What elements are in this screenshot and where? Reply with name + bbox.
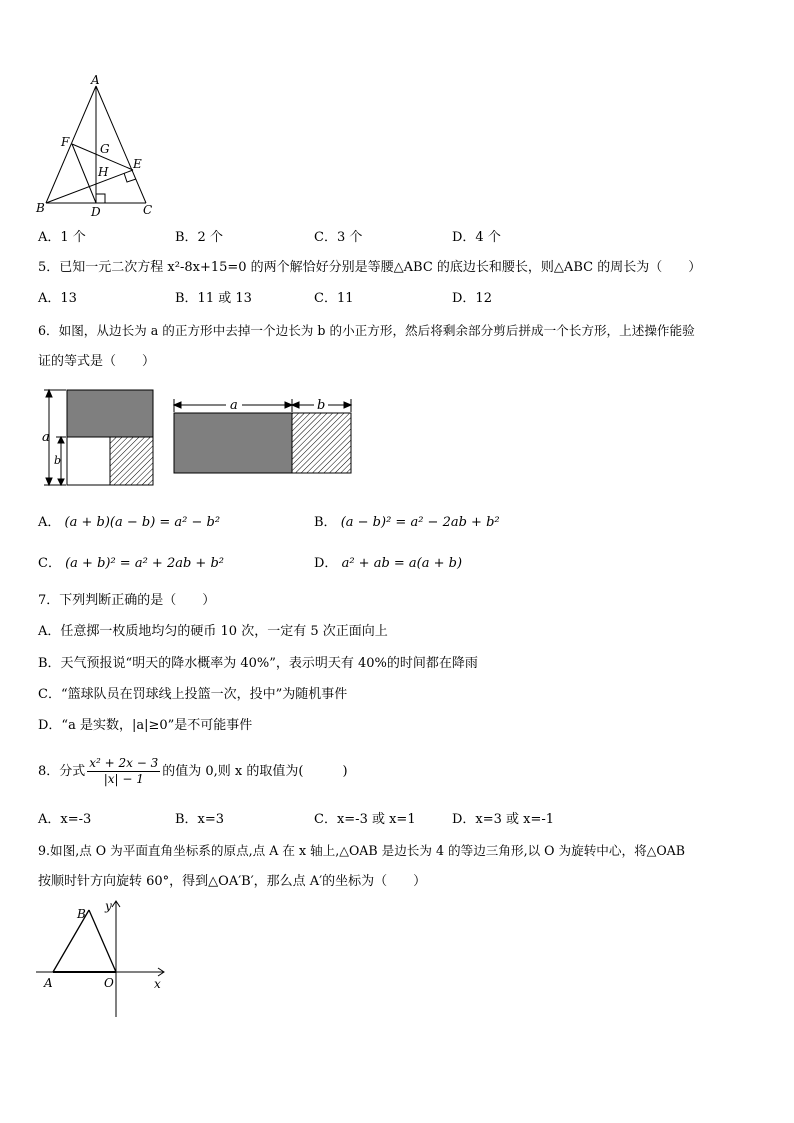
label-A-point: A bbox=[44, 976, 53, 990]
q6-option-c-expr: (a + b)² = a² + 2ab + b² bbox=[65, 556, 224, 571]
q6-option-d-letter: D． bbox=[314, 556, 338, 571]
q8-option-d: D．x=3 或 x=-1 bbox=[452, 812, 555, 827]
q9-stem-line2: 按顺时针方向旋转 60°，得到△OA′B′，那么点 A′的坐标为（ ） bbox=[38, 874, 427, 889]
q5-option-b: B．11 或 13 bbox=[175, 291, 252, 306]
q6-option-a-expr: (a + b)(a − b) = a² − b² bbox=[64, 515, 221, 530]
label-D: D bbox=[91, 205, 101, 219]
q6-option-a bbox=[38, 513, 220, 533]
q8-suffix: 的值为 0,则 x 的取值为( ) bbox=[162, 764, 348, 779]
q6-option-b-letter: B． bbox=[314, 515, 337, 530]
q6-stem-line1: 6．如图，从边长为 a 的正方形中去掉一个边长为 b 的小正方形，然后将剩余部分剪后拼成一个长方形，上述操作能验 bbox=[38, 323, 695, 338]
q8-numerator: x² + 2x − 3 bbox=[89, 756, 159, 770]
label-A: A bbox=[91, 73, 100, 87]
label-y-axis: y bbox=[105, 899, 112, 913]
q8-stem bbox=[38, 752, 348, 792]
q4-option-d: D．4 个 bbox=[452, 230, 501, 245]
triangle-figure bbox=[30, 72, 165, 222]
q6-option-d-expr: a² + ab = a(a + b) bbox=[341, 556, 463, 571]
top-label-a: a bbox=[230, 398, 238, 413]
q4-option-a: A．1 个 bbox=[38, 230, 86, 245]
q6-option-c bbox=[38, 554, 224, 574]
label-x-axis: x bbox=[154, 977, 161, 991]
q9-stem-line1: 9.如图,点 O 为平面直角坐标系的原点,点 A 在 x 轴上,△OAB 是边长为 4 的等边三角形,以 O 为旋转中心，将△OAB bbox=[38, 843, 686, 858]
q8-option-b: B．x=3 bbox=[175, 812, 225, 827]
q4-option-b: B．2 个 bbox=[175, 230, 223, 245]
label-H: H bbox=[98, 165, 109, 179]
label-B-point: B bbox=[77, 907, 86, 921]
left-label-b: b bbox=[54, 454, 62, 467]
label-G: G bbox=[100, 142, 110, 156]
q6-stem-line2: 证的等式是（ ） bbox=[38, 354, 156, 369]
q7-option-b: B．天气预报说“明天的降水概率为 40%”，表示明天有 40%的时间都在降雨 bbox=[38, 656, 478, 671]
q8-option-a: A．x=-3 bbox=[38, 812, 92, 827]
q7-option-d: D．“a 是实数，|a|≥0”是不可能事件 bbox=[38, 718, 253, 733]
q8-option-c: C．x=-3 或 x=1 bbox=[314, 812, 416, 827]
q8-prefix: 8．分式 bbox=[38, 764, 86, 779]
q7-stem: 7．下列判断正确的是（ ） bbox=[38, 593, 216, 608]
q5-option-c: C．11 bbox=[314, 291, 354, 306]
label-B: B bbox=[36, 201, 45, 215]
q7-option-a: A．任意掷一枚质地均匀的硬币 10 次，一定有 5 次正面向上 bbox=[38, 624, 388, 639]
q8-denominator: |x| − 1 bbox=[103, 772, 144, 786]
q7-option-c: C．“篮球队员在罚球线上投篮一次，投中”为随机事件 bbox=[38, 687, 348, 702]
top-label-b: b bbox=[317, 398, 326, 413]
q6-option-d bbox=[314, 554, 462, 574]
q5-option-a: A．13 bbox=[38, 291, 77, 306]
label-F: F bbox=[61, 135, 70, 149]
q5-option-d: D．12 bbox=[452, 291, 492, 306]
q8-fraction bbox=[87, 756, 160, 787]
q6-option-a-letter: A． bbox=[38, 515, 61, 530]
label-E: E bbox=[133, 157, 142, 171]
q4-option-c: C．3 个 bbox=[314, 230, 363, 245]
label-O-origin: O bbox=[104, 976, 114, 990]
q6-option-b bbox=[314, 513, 500, 533]
square-rectangle-figure bbox=[38, 385, 368, 490]
q5-stem: 5．已知一元二次方程 x²-8x+15=0 的两个解恰好分别是等腰△ABC 的底边长和腰长，则△ABC 的周长为（ ） bbox=[38, 260, 702, 275]
left-label-a: a bbox=[42, 430, 50, 445]
q6-option-b-expr: (a − b)² = a² − 2ab + b² bbox=[340, 515, 500, 530]
coordinate-figure bbox=[36, 895, 176, 1025]
q6-option-c-letter: C． bbox=[38, 556, 61, 571]
label-C: C bbox=[143, 203, 153, 217]
